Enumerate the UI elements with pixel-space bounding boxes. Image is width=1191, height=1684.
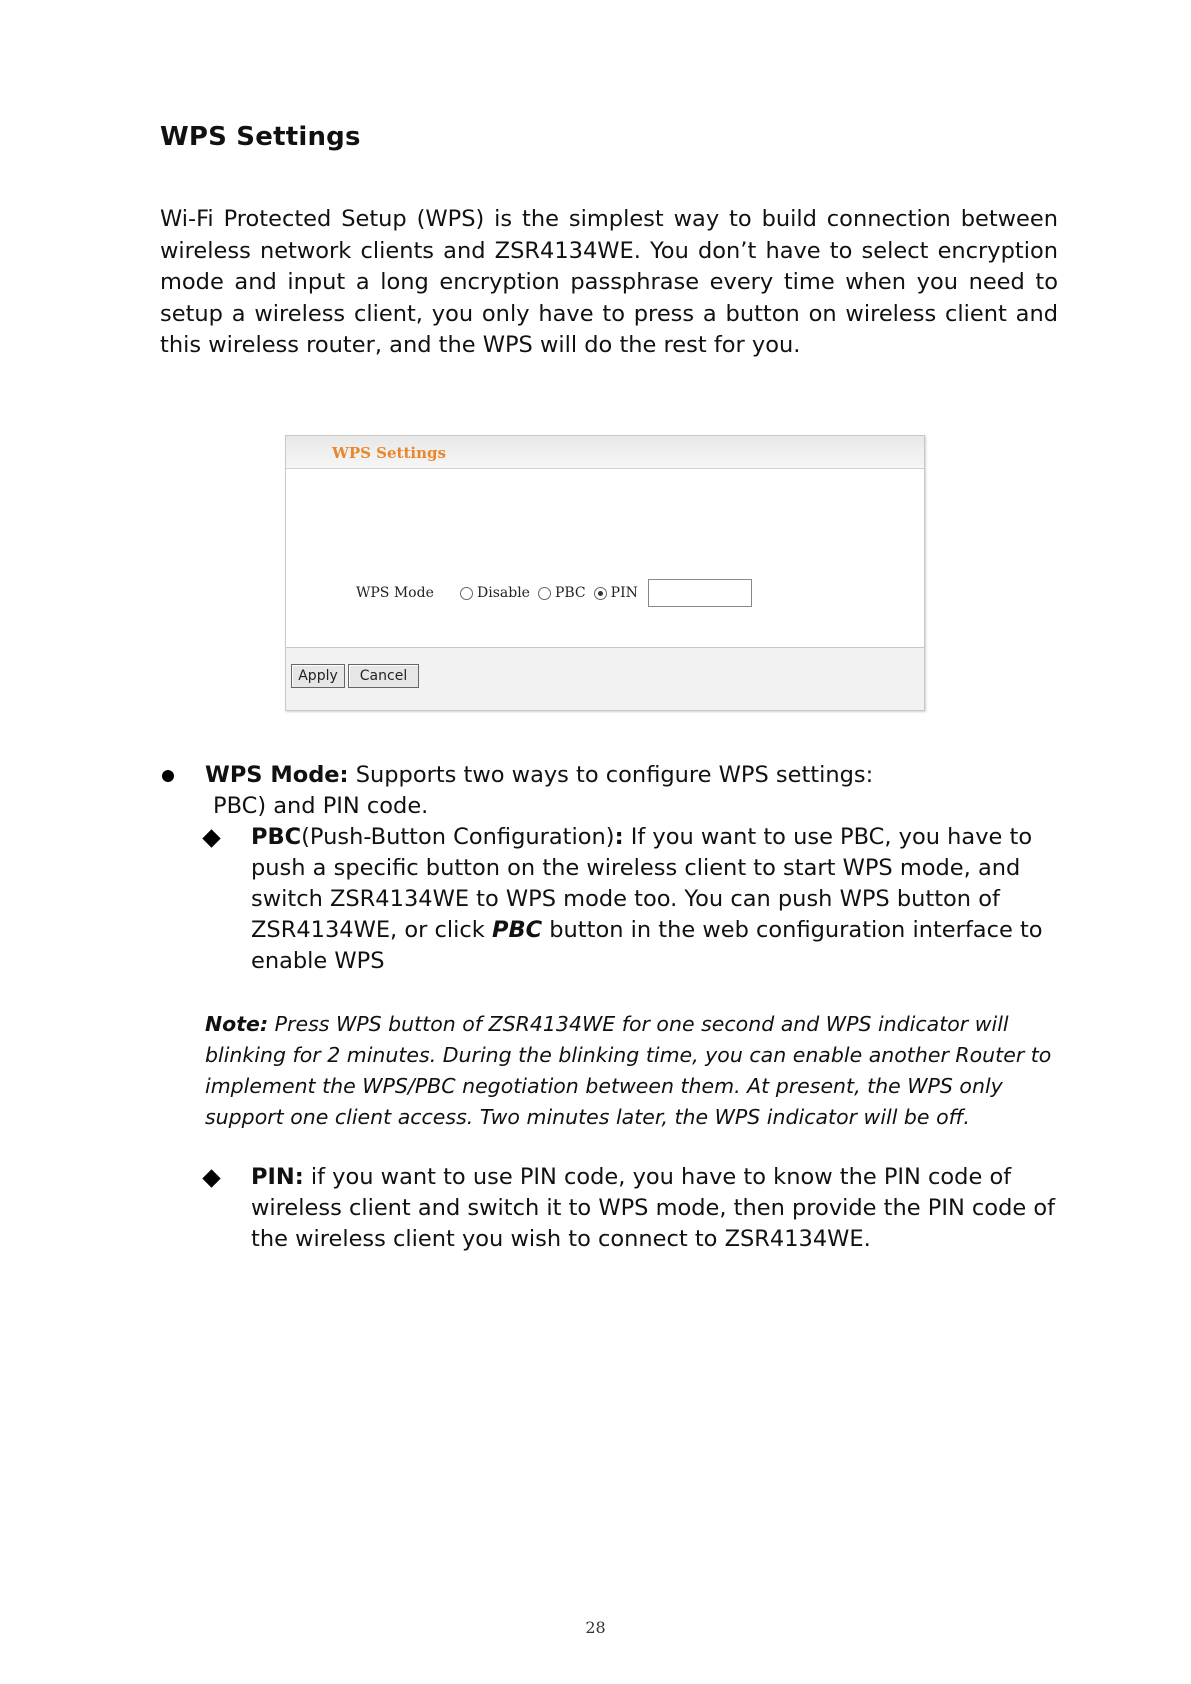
pbc-term: PBC	[251, 824, 302, 850]
wps-mode-continuation: PBC) and PIN code.	[213, 793, 429, 819]
pbc-text-1: If you want to use PBC, you have to push a specific button on the wireless client to start WPS mode, and switch ZSR4134WE to WPS mode too. You can push WPS button of ZSR4134WE, or click	[251, 824, 1033, 943]
apply-button[interactable]: Apply	[291, 664, 345, 688]
bullet-dot-icon	[162, 770, 174, 782]
radio-pbc-label: PBC	[554, 585, 586, 601]
radio-disable[interactable]	[460, 585, 530, 601]
radio-circle-icon[interactable]	[460, 587, 473, 600]
screenshot-title: WPS Settings	[332, 444, 446, 462]
radio-selected-icon[interactable]	[594, 587, 607, 600]
screenshot-body	[287, 469, 923, 647]
screenshot-header	[286, 436, 924, 469]
wps-mode-item	[205, 760, 1060, 791]
pin-code-input[interactable]	[648, 579, 752, 607]
note-label: Note:	[205, 1012, 269, 1036]
pbc-text-2: button in the web configuration interface to enable WPS	[251, 917, 1043, 974]
wps-mode-label: WPS Mode	[356, 585, 434, 601]
pbc-item	[251, 822, 1061, 977]
wps-mode-row	[356, 579, 752, 607]
intro-paragraph: Wi-Fi Protected Setup (WPS) is the simplest way to build connection between wireless network clients and ZSR4134WE. You don’t have to select encryption mode and input a long encryption passphrase every time when you need to setup a wireless client, you only have to press a button on wireless client and this wireless router, and the WPS will do the rest for you.	[160, 206, 1058, 358]
screenshot-footer	[286, 647, 924, 710]
cancel-button[interactable]: Cancel	[348, 664, 419, 688]
note-text: Press WPS button of ZSR4134WE for one second and WPS indicator will blinking for 2 minutes. During the blinking time, you can enable another Router to implement the WPS/PBC negotiation between them. At present, the WPS only support one client access. Two minutes later, the WPS indicator will be off.	[205, 1012, 1052, 1129]
wps-mode-term: WPS Mode:	[205, 762, 349, 788]
pin-text: if you want to use PIN code, you have to know the PIN code of wireless client and switch it to WPS mode, then provide the PIN code of the wireless client you wish to connect to ZSR4134WE.	[251, 1164, 1056, 1252]
page-number: 28	[585, 1618, 606, 1637]
wps-settings-screenshot	[285, 435, 925, 711]
radio-pin-label: PIN	[610, 585, 638, 601]
section-title: WPS Settings	[160, 122, 361, 152]
radio-pbc[interactable]	[538, 585, 586, 601]
pin-term: PIN:	[251, 1164, 304, 1190]
diamond-bullet-icon	[202, 829, 220, 847]
wps-mode-text: Supports two ways to configure WPS settings:	[348, 762, 874, 788]
radio-disable-label: Disable	[477, 585, 530, 601]
pbc-colon: :	[614, 824, 624, 850]
note-paragraph	[205, 1009, 1065, 1133]
diamond-bullet-icon	[202, 1169, 220, 1187]
pbc-paren: (Push-Button Configuration)	[301, 824, 615, 850]
pin-item	[251, 1162, 1061, 1255]
radio-circle-icon[interactable]	[538, 587, 551, 600]
pbc-emphasis: PBC	[491, 917, 543, 943]
radio-pin[interactable]	[594, 585, 638, 601]
